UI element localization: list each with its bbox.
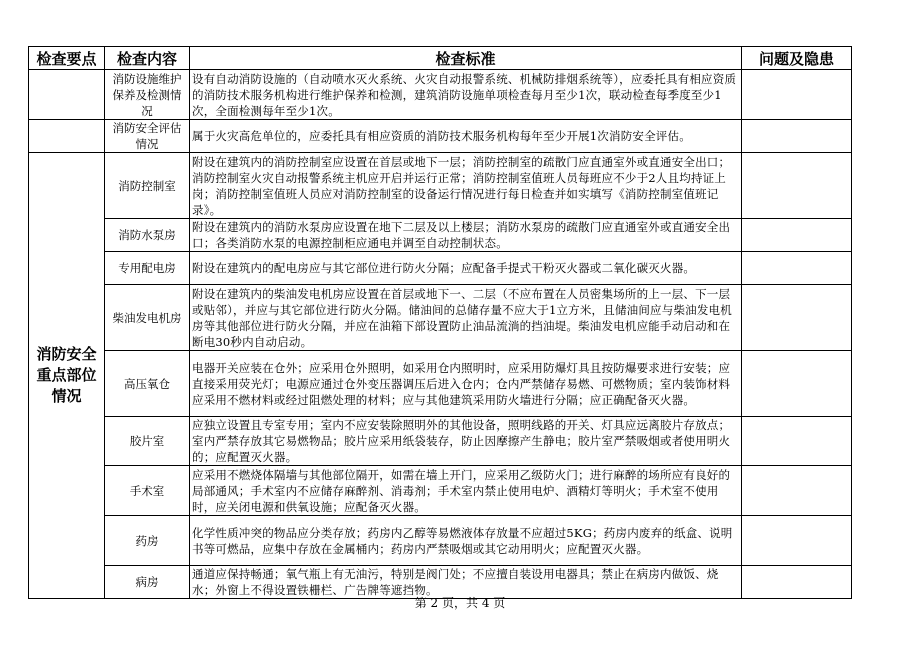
standard-cell: 属于火灾高危单位的，应委托具有相应资质的消防技术服务机构每年至少开展1次消防安全评估。 (190, 120, 742, 153)
table-row (29, 516, 852, 566)
issue-cell[interactable] (742, 516, 852, 566)
issue-cell[interactable] (742, 417, 852, 466)
issue-cell[interactable] (742, 285, 852, 351)
item-cell: 专用配电房 (105, 252, 190, 285)
item-cell: 消防水泵房 (105, 219, 190, 252)
page-footer: 第 2 页，共 4 页 (414, 596, 506, 610)
standard-cell: 电器开关应装在仓外；应采用仓外照明，如采用仓内照明时，应采用防爆灯具且按防爆要求进行安装；应直接采用荧光灯；电源应通过仓外变压器调压后进入仓内；仓内严禁储存易燃、可燃物质；室内装饰材料应采用不燃材料或经过阻燃处理的材料；应与其他建筑采用防火墙进行分隔；应正确配备灭火器。 (190, 351, 742, 417)
table-row (29, 417, 852, 466)
table-row (29, 219, 852, 252)
table-row (29, 153, 852, 219)
table-row (29, 70, 852, 120)
header-inspection-point: 检查要点 (29, 47, 105, 70)
item-cell: 消防安全评估情况 (105, 120, 190, 153)
item-cell: 高压氧仓 (105, 351, 190, 417)
header-row (29, 47, 852, 70)
standard-cell: 应采用不燃烧体隔墙与其他部位隔开，如需在墙上开门，应采用乙级防火门；进行麻醉的场所应有良好的局部通风；手术室内不应储存麻醉剂、消毒剂；手术室内禁止使用电炉、酒精灯等明火；手术室不使用时，应关闭电源和供氧设施；应配备灭火器。 (190, 466, 742, 516)
issue-cell[interactable] (742, 70, 852, 120)
table-row (29, 252, 852, 285)
standard-cell: 附设在建筑内的消防水泵房应设置在地下二层及以上楼层；消防水泵房的疏散门应直通室外或直通安全出口；各类消防水泵的电源控制柜应通电并调至自动控制状态。 (190, 219, 742, 252)
point-cell-blank (29, 120, 105, 153)
item-cell: 柴油发电机房 (105, 285, 190, 351)
standard-cell: 通道应保持畅通；氧气瓶上有无油污，特别是阀门处；不应擅自装设用电器具；禁止在病房内做饭、烧水；外窗上不得设置铁栅栏、广告牌等遮挡物。 (190, 566, 742, 599)
header-inspection-content: 检查内容 (105, 47, 190, 70)
issue-cell[interactable] (742, 351, 852, 417)
group-label: 消防安全重点部位情况 (29, 153, 105, 599)
standard-cell: 附设在建筑内的柴油发电机房应设置在首层或地下一、二层（不应布置在人员密集场所的上一层、下一层或贴邻），并应与其它部位进行防火分隔。储油间的总储存量不应大于1立方米，且储油间应与柴油发电机房等其他部位进行防火分隔，并应在油箱下部设置防止油品流淌的挡油堤。柴油发电机应能手动启动和在断电30秒内自动启动。 (190, 285, 742, 351)
table-row (29, 285, 852, 351)
table-row (29, 466, 852, 516)
item-cell: 手术室 (105, 466, 190, 516)
standard-cell: 附设在建筑内的配电房应与其它部位进行防火分隔；应配备手提式干粉灭火器或二氧化碳灭火器。 (190, 252, 742, 285)
table-row (29, 120, 852, 153)
issue-cell[interactable] (742, 219, 852, 252)
issue-cell[interactable] (742, 153, 852, 219)
item-cell: 胶片室 (105, 417, 190, 466)
table-row (29, 351, 852, 417)
standard-cell: 应独立设置且专室专用；室内不应安装除照明外的其他设备，照明线路的开关、灯具应远离胶片存放点；室内严禁存放其它易燃物品；胶片应采用纸袋装存，防止因摩擦产生静电；胶片室严禁吸烟或者使用明火的；应配置灭火器。 (190, 417, 742, 466)
point-cell-blank (29, 70, 105, 120)
standard-cell: 设有自动消防设施的（自动喷水灭火系统、火灾自动报警系统、机械防排烟系统等），应委托具有相应资质的消防技术服务机构进行维护保养和检测，建筑消防设施单项检查每月至少1次，联动检查每季度至少1次，全面检测每年至少1次。 (190, 70, 742, 120)
item-cell: 消防控制室 (105, 153, 190, 219)
standard-cell: 化学性质冲突的物品应分类存放；药房内乙醇等易燃液体存放量不应超过5KG；药房内废弃的纸盒、说明书等可燃品，应集中存放在金属桶内；药房内严禁吸烟或其它动用明火；应配置灭火器。 (190, 516, 742, 566)
issue-cell[interactable] (742, 466, 852, 516)
header-issues: 问题及隐患 (742, 47, 852, 70)
inspection-table (28, 46, 852, 599)
item-cell: 药房 (105, 516, 190, 566)
item-cell: 消防设施维护保养及检测情况 (105, 70, 190, 120)
header-inspection-standard: 检查标准 (190, 47, 742, 70)
item-cell: 病房 (105, 566, 190, 599)
issue-cell[interactable] (742, 120, 852, 153)
issue-cell[interactable] (742, 252, 852, 285)
standard-cell: 附设在建筑内的消防控制室应设置在首层或地下一层；消防控制室的疏散门应直通室外或直通安全出口；消防控制室火灾自动报警系统主机应开启并运行正常；消防控制室值班人员每班应不少于2人且均持证上岗；消防控制室值班人员应对消防控制室的设备运行情况进行每日检查并如实填写《消防控制室值班记录》。 (190, 153, 742, 219)
